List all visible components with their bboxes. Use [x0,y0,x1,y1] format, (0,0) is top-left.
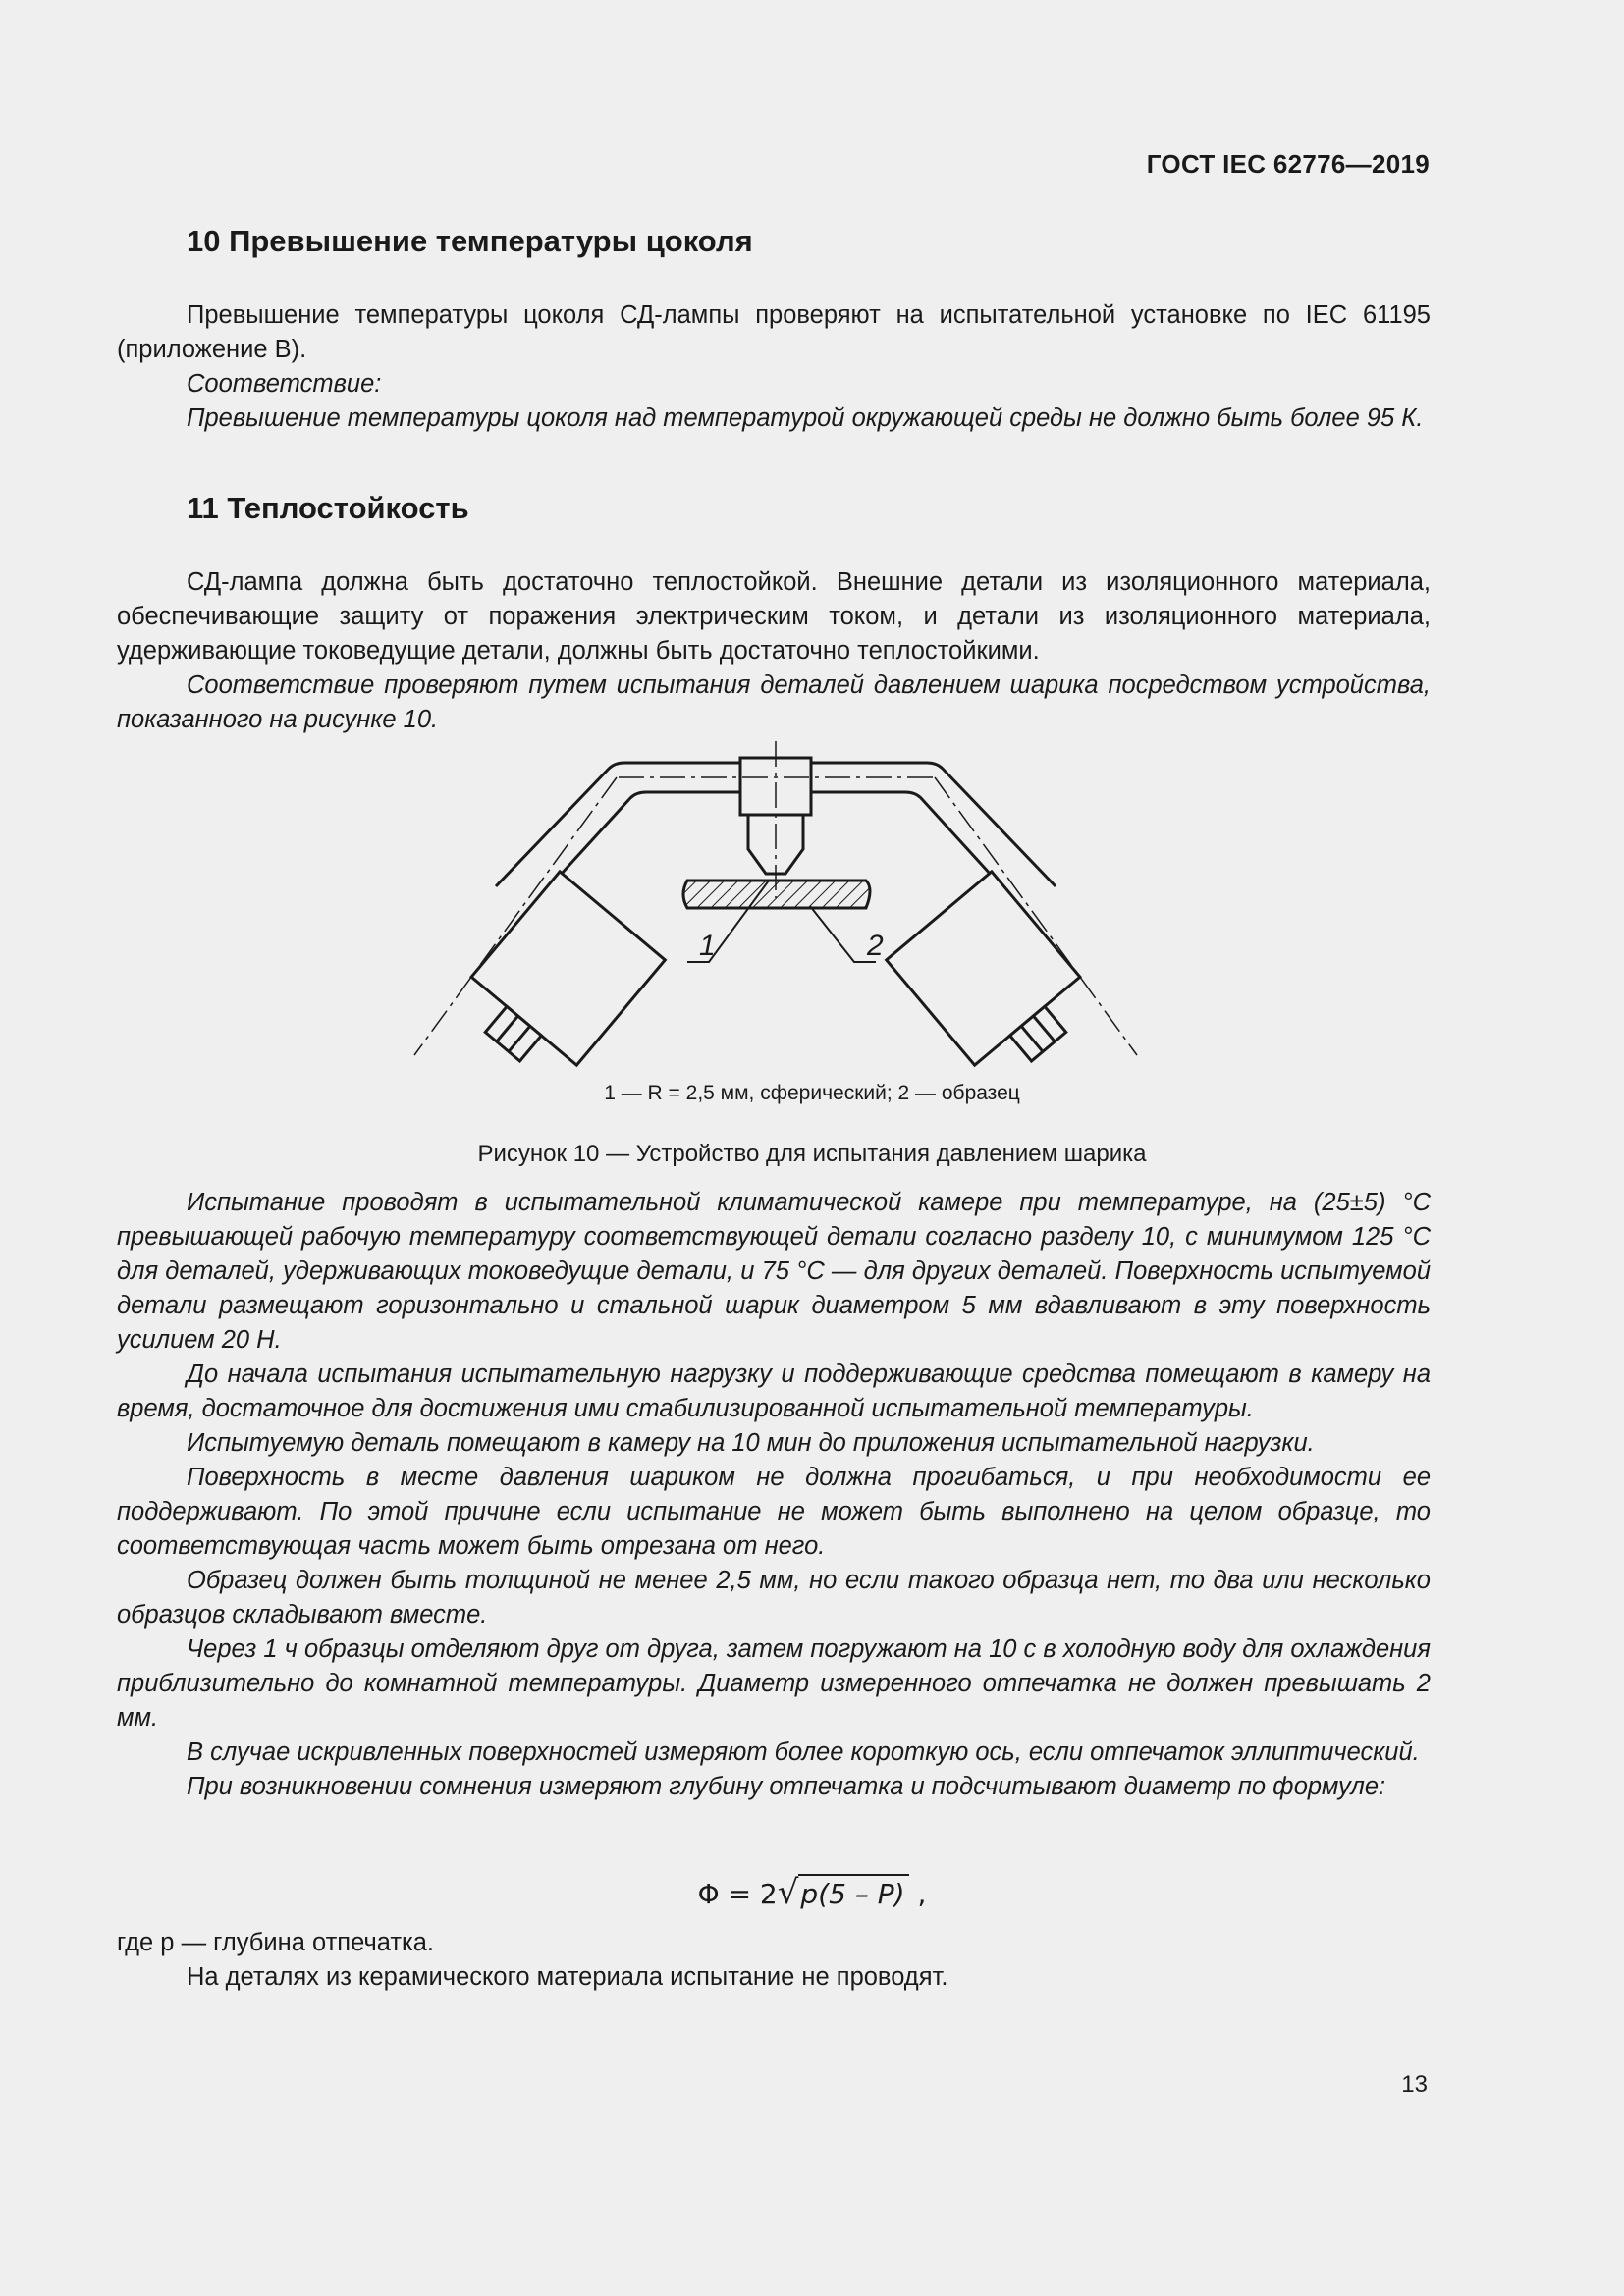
formula-lhs: Φ = 2 [697,1878,778,1910]
test-procedure [117,1186,1431,1804]
section-11-paragraph: СД-лампа должна быть достаточно теплостойкой. Внешние детали из изоляционного материала, обеспечивающие защиту от поражения электрическим током, и детали из изоляционного материала, удерживающие токоведущие детали, должны быть достаточно теплостойкими. [117,568,1431,665]
ceramic-note: На деталях из керамического материала испытание не проводят. [187,1963,948,1991]
figure-legend: 1 — R = 2,5 мм, сферический; 2 — образец [604,1082,1020,1104]
specimen [683,881,870,908]
document-code: ГОСТ IEC 62776—2019 [1146,149,1430,179]
page-number: 13 [1401,2071,1428,2098]
paragraph: До начала испытания испытательную нагрузку и поддерживающие средства помещают в камеру на время, достаточное для достижения ими стабилизированной испытательной температуры. [117,1361,1431,1422]
paragraph: Поверхность в месте давления шариком не должна прогибаться, и при необходимости ее поддерживают. По этой причине если испытание не может быть выполнено на целом образце, то соответствующая часть может быть отрезана от него. [117,1464,1431,1560]
section-11-compliance: Соответствие проверяют путем испытания деталей давлением шарика посредством устройства, показанного на рисунке 10. [117,671,1431,733]
paragraph: Испытуемую деталь помещают в камеру на 10 мин до приложения испытательной нагрузки. [187,1429,1315,1457]
figure-label-2: 2 [867,930,884,962]
paragraph: Испытание проводят в испытательной климатической камере при температуре, на (25±5) °С превышающей рабочую температуру соответствующей детали согласно разделу 10, с минимумом 125 °С для деталей, удерживающих токоведущие детали, и 75 °С — для других деталей. Поверхность испытуемой детали размещают горизонтально и стальной шарик диаметром 5 мм вдавливают в эту поверхность усилием 20 Н. [117,1189,1431,1354]
formula-radicand: p(5 – P) [798,1874,908,1910]
leader-line-2 [810,906,876,962]
figure-caption: Рисунок 10 — Устройство для испытания давлением шарика [477,1141,1147,1167]
ball-pressure-apparatus-figure [363,741,1188,1075]
section-10-title: 10 Превышение температуры цоколя [187,224,753,258]
compliance-label: Соответствие: [187,370,382,398]
sqrt-sign: √ [777,1873,799,1912]
section-11-title: 11 Теплостойкость [187,491,469,525]
left-weight [450,872,665,1075]
diameter-formula [0,1873,1624,1912]
formula-definition: где p — глубина отпечатка. [117,1929,435,1956]
figure-label-1: 1 [699,930,716,962]
paragraph: Через 1 ч образцы отделяют друг от друга, затем погружают на 10 с в холодную воду для охлаждения приблизительно до комнатной температуры. Диаметр измеренного отпечатка не должен превышать 2 мм. [117,1635,1431,1732]
section-10 [117,224,1431,436]
section-10-paragraph: Превышение температуры цоколя СД-лампы проверяют на испытательной установке по IEC 61195 (приложение B). [117,301,1431,363]
closing-paragraphs [117,1926,1431,1995]
paragraph: При возникновении сомнения измеряют глубину отпечатка и подсчитывают диаметр по формуле: [187,1773,1386,1800]
paragraph: Образец должен быть толщиной не менее 2,5 мм, но если такого образца нет, то два или несколько образцов складывают вместе. [117,1567,1431,1629]
formula-tail: , [908,1878,927,1910]
right-weight [887,872,1102,1075]
section-11 [117,491,1431,737]
paragraph: В случае искривленных поверхностей измеряют более короткую ось, если отпечаток эллиптический. [187,1738,1420,1766]
compliance-text: Превышение температуры цоколя над температурой окружающей среды не должно быть более 95 К. [187,404,1424,432]
